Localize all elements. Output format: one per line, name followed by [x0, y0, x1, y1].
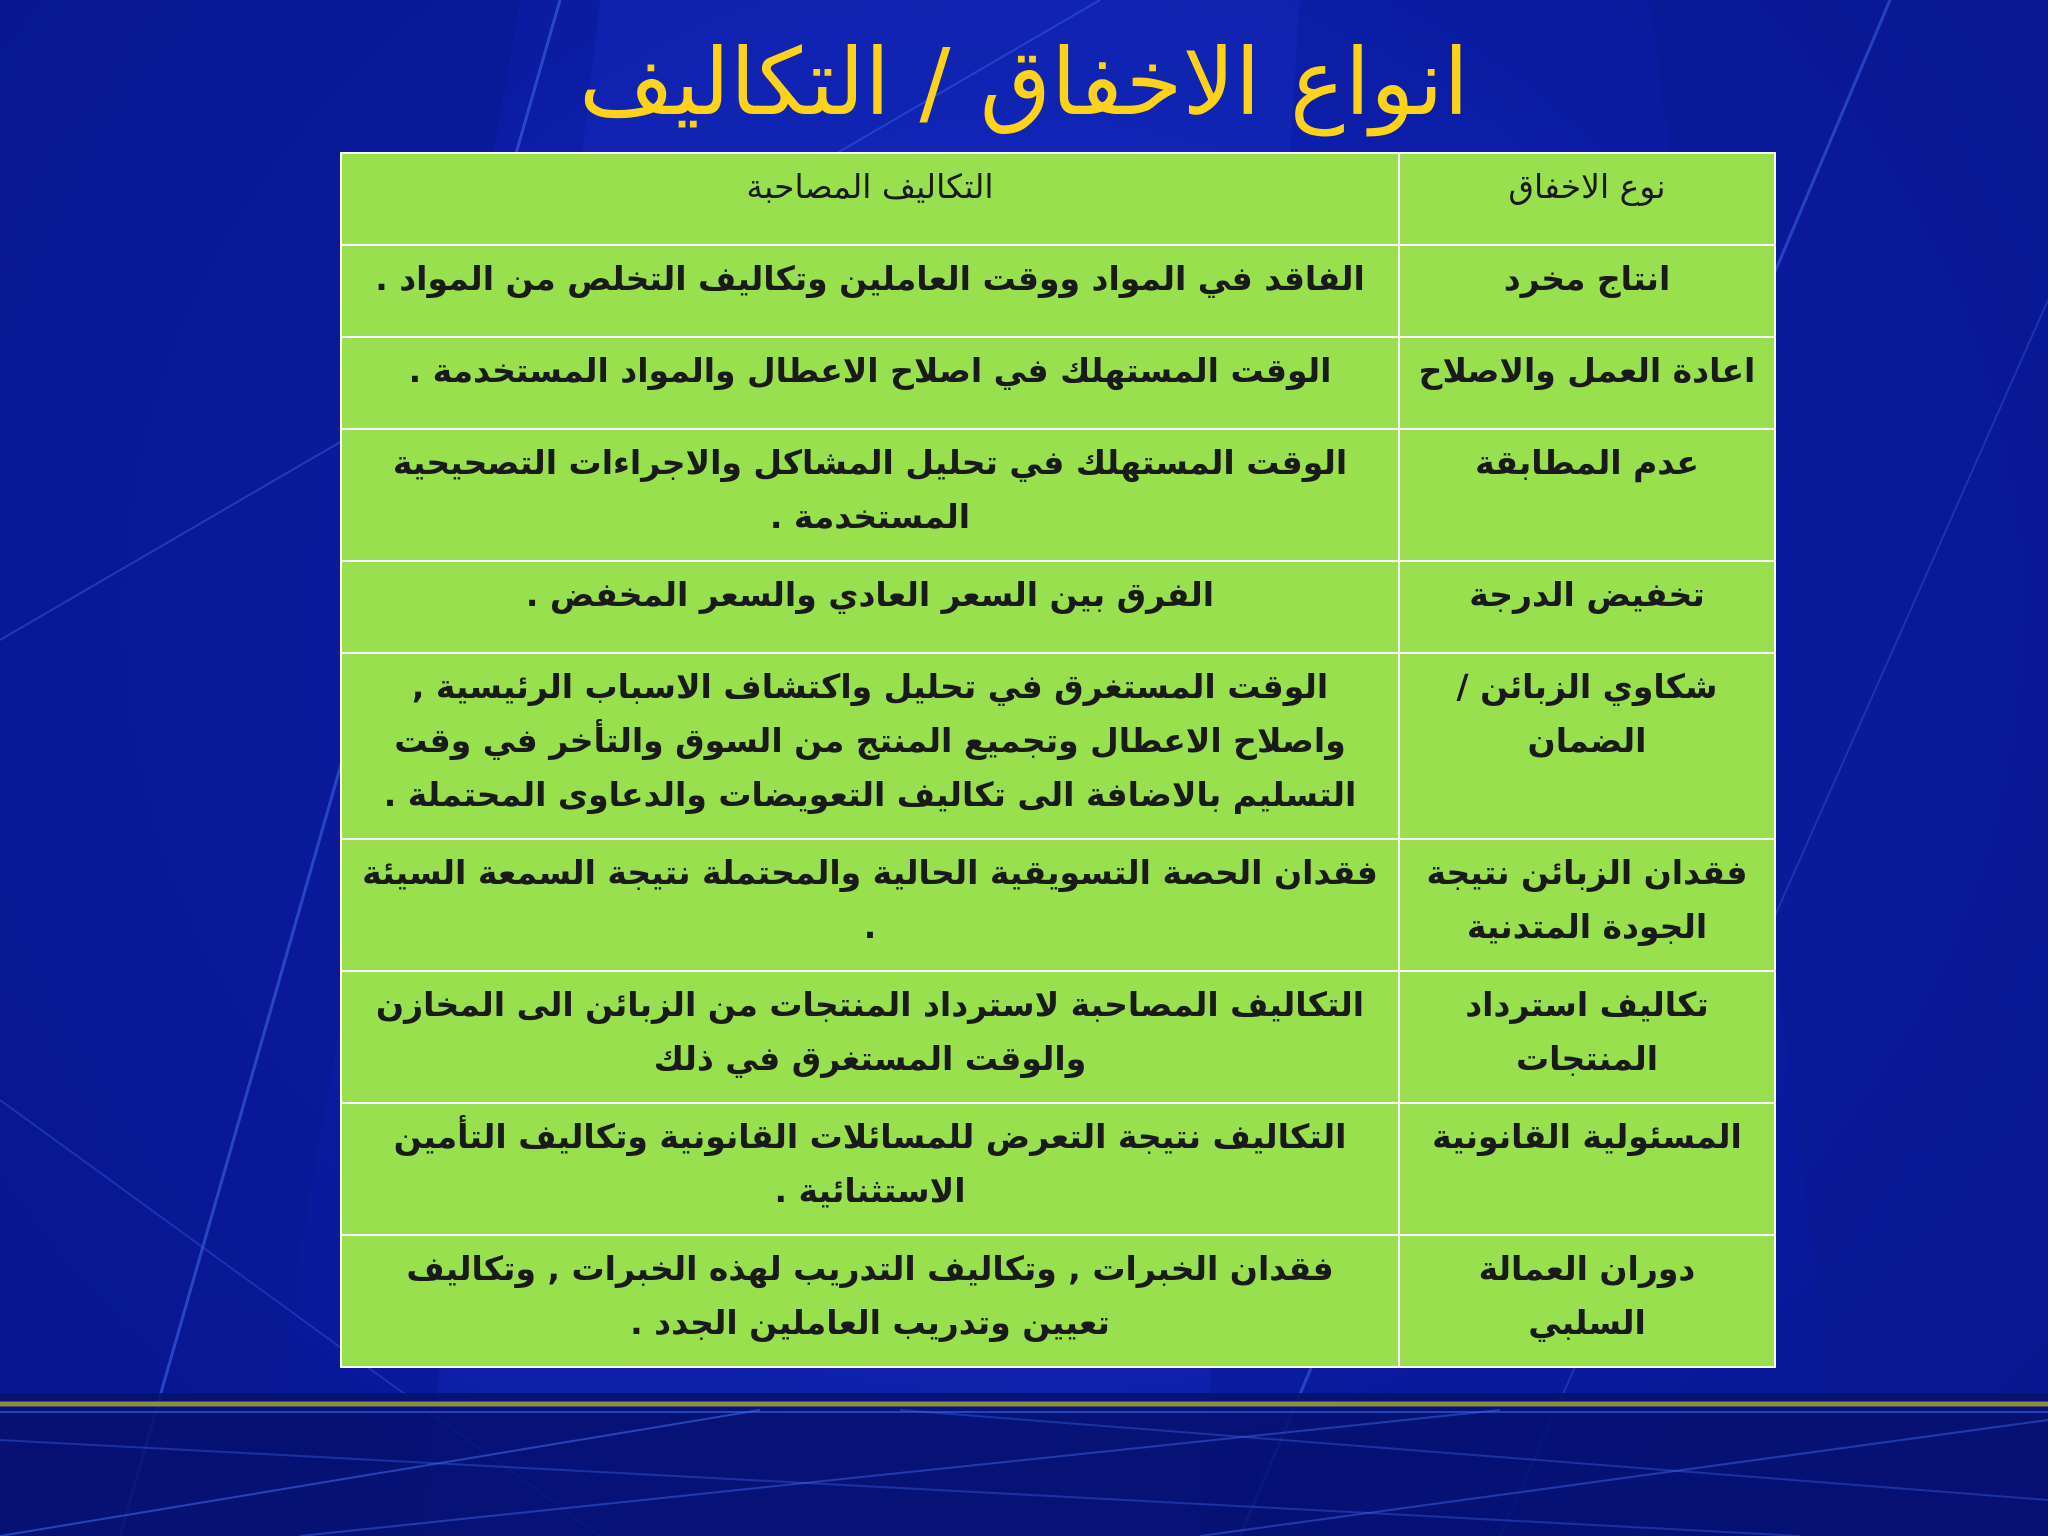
table-header-row	[341, 153, 1775, 245]
table-row	[341, 429, 1775, 561]
table-row	[341, 653, 1775, 839]
cell-associated-cost: الفاقد في المواد ووقت العاملين وتكاليف التخلص من المواد .	[341, 245, 1399, 337]
cell-failure-type: شكاوي الزبائن / الضمان	[1399, 653, 1775, 839]
table-row	[341, 839, 1775, 971]
cell-failure-type: فقدان الزبائن نتيجة الجودة المتدنية	[1399, 839, 1775, 971]
table-row	[341, 1235, 1775, 1367]
cell-associated-cost: الوقت المستهلك في تحليل المشاكل والاجراءات التصحيحية المستخدمة .	[341, 429, 1399, 561]
failure-costs-table	[340, 152, 1776, 1368]
cell-associated-cost: فقدان الحصة التسويقية الحالية والمحتملة نتيجة السمعة السيئة .	[341, 839, 1399, 971]
table-row	[341, 561, 1775, 653]
header-associated-costs: التكاليف المصاحبة	[341, 153, 1399, 245]
cell-failure-type: اعادة العمل والاصلاح	[1399, 337, 1775, 429]
cell-failure-type: تخفيض الدرجة	[1399, 561, 1775, 653]
cell-associated-cost: فقدان الخبرات , وتكاليف التدريب لهذه الخبرات , وتكاليف تعيين وتدريب العاملين الجدد .	[341, 1235, 1399, 1367]
cell-failure-type: دوران العمالة السلبي	[1399, 1235, 1775, 1367]
cell-associated-cost: التكاليف نتيجة التعرض للمسائلات القانونية وتكاليف التأمين الاستثنائية .	[341, 1103, 1399, 1235]
cell-associated-cost: التكاليف المصاحبة لاسترداد المنتجات من الزبائن الى المخازن والوقت المستغرق في ذلك	[341, 971, 1399, 1103]
table-row	[341, 245, 1775, 337]
cell-associated-cost: الفرق بين السعر العادي والسعر المخفض .	[341, 561, 1399, 653]
cell-associated-cost: الوقت المستغرق في تحليل واكتشاف الاسباب الرئيسية , واصلاح الاعطال وتجميع المنتج من السوق والتأخر في وقت التسليم بالاضافة الى تكاليف التعويضات والدعاوى المحتملة .	[341, 653, 1399, 839]
cell-failure-type: عدم المطابقة	[1399, 429, 1775, 561]
cell-failure-type: المسئولية القانونية	[1399, 1103, 1775, 1235]
table-row	[341, 1103, 1775, 1235]
header-failure-type: نوع الاخفاق	[1399, 153, 1775, 245]
table-row	[341, 971, 1775, 1103]
table-row	[341, 337, 1775, 429]
cell-associated-cost: الوقت المستهلك في اصلاح الاعطال والمواد المستخدمة .	[341, 337, 1399, 429]
cell-failure-type: انتاج مخرد	[1399, 245, 1775, 337]
cell-failure-type: تكاليف استرداد المنتجات	[1399, 971, 1775, 1103]
slide-title: انواع الاخفاق / التكاليف	[579, 29, 1469, 136]
